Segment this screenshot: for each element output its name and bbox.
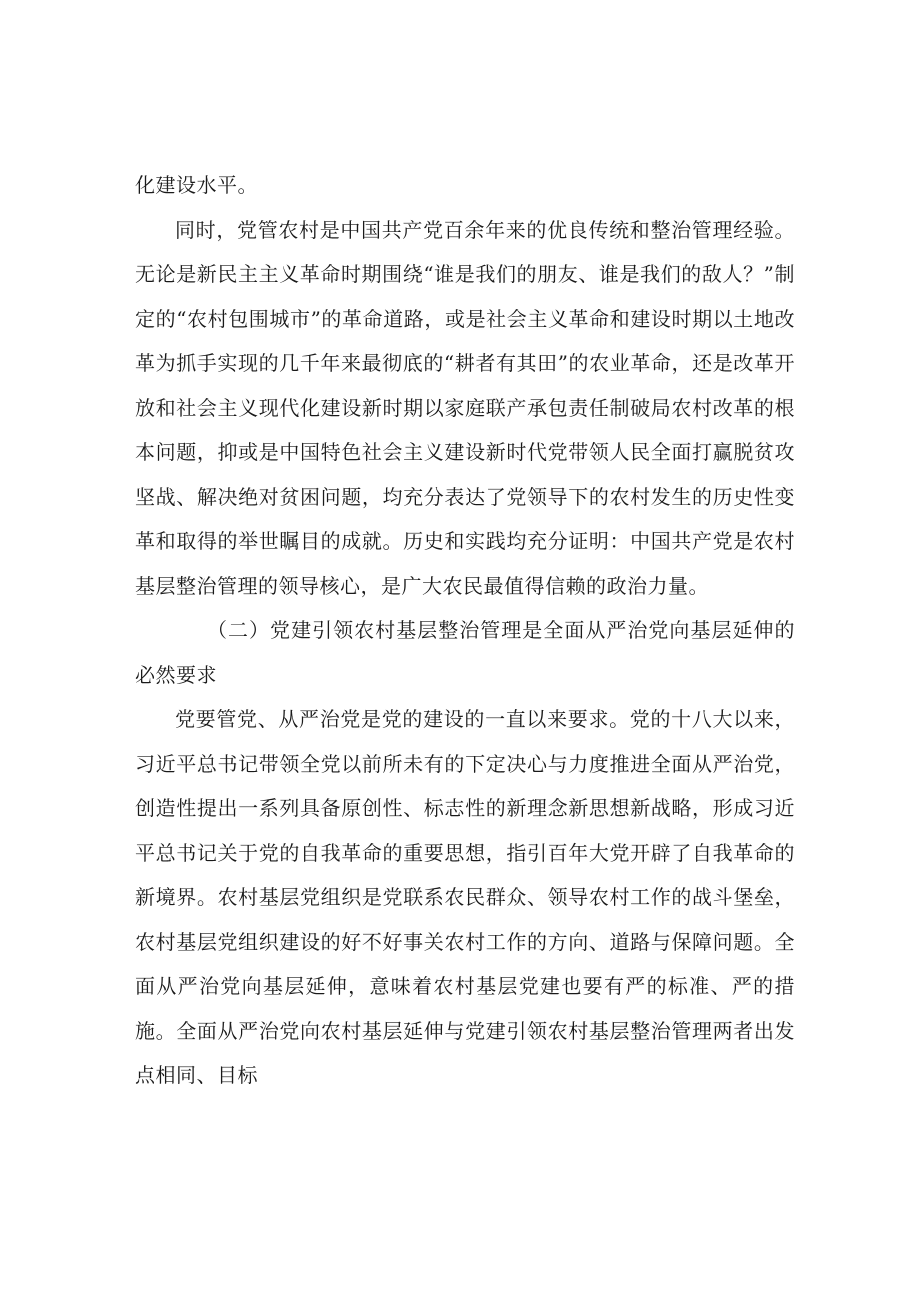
section-heading-2: （二）党建引领农村基层整治管理是全面从严治党向基层延伸的必然要求 <box>135 618 795 687</box>
paragraph-party-rural-tradition: 同时，党管农村是中国共产党百余年来的优良传统和整治管理经验。无论是新民主主义革命时期围绕“谁是我们的朋友、谁是我们的敌人？”制定的“农村包围城市”的革命道路，或是社会主义革命和建设时期以土地改革为抓手实现的几千年来最彻底的“耕者有其田”的农业革命，还是改革开放和社会主义现代化建设新时期以家庭联产承包责任制破局农村改革的根本问题，抑或是中国特色社会主义建设新时代党带领人民全面打赢脱贫攻坚战、解决绝对贫困问题，均充分表达了党领导下的农村发生的历史性变革和取得的举世瞩目的成就。历史和实践均充分证明：中国共产党是农村基层整治管理的领导核心，是广大农民最值得信赖的政治力量。 <box>135 217 795 598</box>
paragraph-strict-governance: 党要管党、从严治党是党的建设的一直以来要求。党的十八大以来，习近平总书记带领全党以前所未有的下定决心与力度推进全面从严治党，创造性提出一系列具备原创性、标志性的新理念新思想新战略，形成习近平总书记关于党的自我革命的重要思想，指引百年大党开辟了自我革命的新境界。农村基层党组织是党联系农民群众、领导农村工作的战斗堡垒，农村基层党组织建设的好不好事关农村工作的方向、道路与保障问题。全面从严治党向基层延伸，意味着农村基层党建也要有严的标准、严的措施。全面从严治党向农村基层延伸与党建引领农村基层整治管理两者出发点相同、目标 <box>135 707 795 1087</box>
paragraph-continuation: 化建设水平。 <box>135 173 258 197</box>
document-body <box>135 163 795 1098</box>
